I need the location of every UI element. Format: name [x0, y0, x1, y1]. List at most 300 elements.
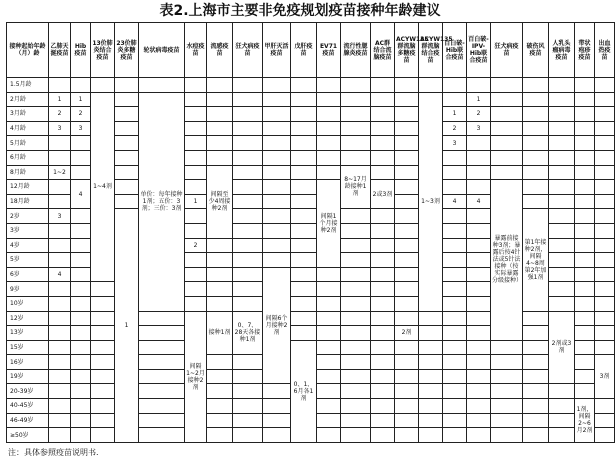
table-cell	[575, 150, 595, 165]
table-cell: 3	[467, 121, 491, 136]
header-cell: 流行性腮腺炎疫苗	[341, 23, 371, 78]
table-cell	[595, 296, 615, 311]
table-cell	[185, 150, 207, 165]
table-cell: 3	[443, 136, 467, 151]
table-cell	[491, 165, 523, 180]
table-cell: 1	[115, 209, 139, 443]
vaccine-table	[6, 22, 615, 443]
table-cell	[115, 121, 139, 136]
table-cell	[291, 209, 317, 224]
table-cell	[233, 194, 263, 209]
table-cell	[91, 296, 115, 311]
table-cell	[595, 282, 615, 297]
table-cell	[523, 107, 549, 122]
table-cell	[575, 384, 595, 399]
header-cell: EV71疫苗	[317, 23, 341, 78]
table-cell	[595, 311, 615, 326]
table-cell	[71, 355, 91, 370]
table-cell	[317, 92, 341, 107]
table-cell	[395, 121, 419, 136]
table-cell	[91, 369, 115, 384]
table-cell	[185, 107, 207, 122]
table-cell	[395, 384, 419, 399]
table-cell	[371, 311, 395, 326]
table-cell	[575, 209, 595, 224]
header-cell: 百白破-IPV-Hib联合疫苗	[467, 23, 491, 78]
table-cell	[443, 399, 467, 414]
table-cell	[341, 253, 371, 268]
table-cell: 1~4剂	[91, 92, 115, 282]
table-cell	[341, 136, 371, 151]
table-cell	[207, 238, 233, 253]
table-cell: 3	[49, 121, 71, 136]
table-cell	[395, 399, 419, 414]
table-cell	[139, 428, 185, 443]
table-cell	[263, 223, 291, 238]
table-cell	[263, 78, 291, 93]
table-cell: 接种1剂	[207, 311, 233, 355]
table-cell: 3剂	[595, 355, 615, 399]
table-cell: 2	[443, 121, 467, 136]
table-cell	[263, 194, 291, 209]
table-cell	[595, 223, 615, 238]
table-cell	[341, 340, 371, 355]
table-cell	[419, 369, 443, 384]
table-cell	[317, 326, 341, 341]
table-cell	[549, 194, 575, 209]
table-cell	[263, 413, 291, 428]
table-cell: 4	[71, 180, 91, 209]
table-cell	[207, 136, 233, 151]
table-cell	[549, 282, 575, 297]
table-cell	[371, 121, 395, 136]
table-cell	[523, 165, 549, 180]
table-cell	[71, 223, 91, 238]
age-label: 13岁	[7, 326, 49, 341]
table-cell	[371, 340, 395, 355]
table-cell	[91, 282, 115, 297]
table-cell	[291, 180, 317, 195]
table-cell	[233, 355, 263, 370]
table-cell	[575, 369, 595, 384]
table-cell	[595, 136, 615, 151]
table-cell	[91, 428, 115, 443]
table-cell	[595, 165, 615, 180]
table-cell	[139, 369, 185, 384]
table-cell	[395, 194, 419, 209]
table-cell	[575, 253, 595, 268]
table-cell	[91, 384, 115, 399]
table-cell	[395, 209, 419, 224]
table-cell	[139, 78, 185, 93]
table-cell	[291, 165, 317, 180]
table-cell	[49, 238, 71, 253]
header-cell: 破伤风疫苗	[523, 23, 549, 78]
table-cell	[575, 340, 595, 355]
table-cell	[49, 311, 71, 326]
table-cell	[71, 296, 91, 311]
table-cell	[549, 92, 575, 107]
table-cell	[207, 355, 233, 370]
table-cell	[371, 253, 395, 268]
table-cell: 1~3剂	[419, 92, 443, 311]
table-cell	[575, 165, 595, 180]
table-cell	[575, 355, 595, 370]
table-cell	[115, 180, 139, 195]
table-cell	[207, 267, 233, 282]
table-cell	[207, 92, 233, 107]
table-cell	[491, 121, 523, 136]
table-cell	[395, 78, 419, 93]
table-cell	[443, 326, 467, 341]
age-label: 1.5月龄	[7, 78, 49, 93]
table-cell	[233, 369, 263, 384]
table-cell	[549, 209, 575, 224]
table-cell: 2	[467, 107, 491, 122]
table-cell	[139, 311, 185, 326]
header-cell: 出血热疫苗	[595, 23, 615, 78]
table-cell	[233, 428, 263, 443]
age-label: 5月龄	[7, 136, 49, 151]
table-cell	[419, 326, 443, 341]
table-cell	[233, 92, 263, 107]
table-cell	[395, 136, 419, 151]
age-label: 15岁	[7, 340, 49, 355]
table-cell	[341, 326, 371, 341]
table-cell	[207, 253, 233, 268]
table-cell	[263, 428, 291, 443]
age-label: 46-49岁	[7, 413, 49, 428]
age-label: 3岁	[7, 223, 49, 238]
table-cell	[91, 78, 115, 93]
table-cell	[443, 150, 467, 165]
table-cell	[233, 107, 263, 122]
table-cell: 0、1、6月各1剂	[291, 340, 317, 442]
table-cell	[185, 223, 207, 238]
table-cell	[317, 150, 341, 165]
table-cell: 2	[71, 107, 91, 122]
table-cell	[371, 92, 395, 107]
table-cell	[71, 413, 91, 428]
table-cell	[467, 209, 491, 224]
table-cell	[575, 267, 595, 282]
table-cell	[395, 428, 419, 443]
table-cell	[207, 121, 233, 136]
table-cell	[595, 107, 615, 122]
table-cell	[371, 223, 395, 238]
table-cell	[575, 92, 595, 107]
table-cell	[185, 296, 207, 311]
table-cell	[467, 413, 491, 428]
table-cell	[341, 282, 371, 297]
table-cell	[467, 150, 491, 165]
table-cell	[233, 78, 263, 93]
table-cell	[291, 78, 317, 93]
header-cell: 戊肝疫苗	[291, 23, 317, 78]
table-cell	[263, 165, 291, 180]
table-cell	[317, 165, 341, 180]
age-label: 5岁	[7, 253, 49, 268]
table-cell	[207, 384, 233, 399]
table-cell	[523, 311, 549, 326]
table-cell: 1	[467, 92, 491, 107]
age-label: 19岁	[7, 369, 49, 384]
table-cell	[139, 384, 185, 399]
table-cell	[317, 369, 341, 384]
table-cell	[263, 180, 291, 195]
age-label: 4岁	[7, 238, 49, 253]
table-cell	[291, 194, 317, 209]
table-cell: 4	[467, 194, 491, 209]
table-cell	[419, 399, 443, 414]
table-cell	[523, 428, 549, 443]
header-cell: 23价肺炎多糖疫苗	[115, 23, 139, 78]
table-cell: 1剂，间隔2~6月2剂	[575, 399, 595, 443]
table-cell	[71, 399, 91, 414]
table-cell	[523, 194, 549, 209]
table-cell	[185, 282, 207, 297]
table-row	[7, 92, 615, 107]
table-cell	[263, 92, 291, 107]
table-cell	[233, 136, 263, 151]
table-cell	[263, 107, 291, 122]
table-cell	[71, 340, 91, 355]
table-cell	[371, 369, 395, 384]
age-label: 4月龄	[7, 121, 49, 136]
table-cell	[549, 121, 575, 136]
table-cell	[395, 180, 419, 195]
table-cell	[575, 136, 595, 151]
table-cell: 0、7、28天各接种1剂	[233, 311, 263, 355]
table-cell	[317, 413, 341, 428]
table-cell	[371, 165, 395, 180]
table-cell: 2剂或3剂	[549, 311, 575, 384]
table-cell	[549, 267, 575, 282]
table-cell	[49, 384, 71, 399]
table-cell	[49, 78, 71, 93]
table-cell	[233, 384, 263, 399]
table-cell	[71, 384, 91, 399]
table-row	[7, 311, 615, 326]
table-cell	[341, 399, 371, 414]
table-cell	[71, 238, 91, 253]
table-cell	[443, 428, 467, 443]
table-cell	[549, 296, 575, 311]
table-cell	[491, 92, 523, 107]
table-cell	[49, 150, 71, 165]
table-cell	[595, 253, 615, 268]
age-label: 12月龄	[7, 180, 49, 195]
table-cell	[491, 428, 523, 443]
table-cell	[317, 296, 341, 311]
table-cell	[575, 107, 595, 122]
table-cell	[291, 150, 317, 165]
table-row	[7, 78, 615, 93]
table-cell	[71, 428, 91, 443]
table-cell	[233, 223, 263, 238]
table-body	[7, 78, 615, 443]
table-cell	[523, 180, 549, 195]
table-cell	[595, 326, 615, 341]
table-cell	[467, 355, 491, 370]
table-cell	[317, 107, 341, 122]
table-cell	[595, 428, 615, 443]
table-cell	[443, 209, 467, 224]
header-cell: 人乳头瘤病毒疫苗	[549, 23, 575, 78]
table-cell	[523, 78, 549, 93]
table-cell: 3	[71, 121, 91, 136]
table-cell	[395, 150, 419, 165]
header-cell: Hib疫苗	[71, 23, 91, 78]
table-cell	[467, 165, 491, 180]
table-cell	[443, 223, 467, 238]
table-cell	[575, 78, 595, 93]
header-cell: ACYW135群流脑多糖疫苗	[395, 23, 419, 78]
table-cell	[91, 326, 115, 341]
table-cell	[549, 238, 575, 253]
table-cell	[467, 326, 491, 341]
age-label: 16岁	[7, 355, 49, 370]
table-cell	[185, 253, 207, 268]
table-cell	[443, 369, 467, 384]
table-cell	[139, 413, 185, 428]
table-cell	[419, 428, 443, 443]
table-cell	[443, 78, 467, 93]
table-cell	[467, 180, 491, 195]
header-row	[7, 23, 615, 78]
header-cell: 水痘疫苗	[185, 23, 207, 78]
table-cell	[443, 238, 467, 253]
table-cell: 4	[443, 194, 467, 209]
table-cell: 1	[185, 194, 207, 209]
table-cell	[467, 428, 491, 443]
table-cell	[115, 107, 139, 122]
table-cell	[467, 238, 491, 253]
table-cell: 8~17月龄接种1剂	[341, 165, 371, 209]
table-cell: 2剂	[395, 326, 419, 341]
age-label: 18月龄	[7, 194, 49, 209]
table-cell	[263, 209, 291, 224]
table-cell	[575, 296, 595, 311]
table-cell	[71, 282, 91, 297]
table-cell	[549, 78, 575, 93]
table-cell	[49, 180, 71, 195]
table-cell	[467, 384, 491, 399]
table-cell	[139, 399, 185, 414]
table-cell	[317, 78, 341, 93]
table-cell	[341, 296, 371, 311]
table-cell	[443, 253, 467, 268]
table-cell	[575, 223, 595, 238]
table-cell	[491, 355, 523, 370]
table-cell	[595, 150, 615, 165]
table-cell: 1	[49, 92, 71, 107]
table-cell	[595, 413, 615, 428]
table-cell	[443, 165, 467, 180]
table-cell	[575, 326, 595, 341]
table-cell	[467, 267, 491, 282]
table-cell	[575, 311, 595, 326]
table-cell: 4	[49, 267, 71, 282]
table-cell	[115, 92, 139, 107]
table-cell	[467, 136, 491, 151]
table-cell	[371, 399, 395, 414]
table-cell	[263, 150, 291, 165]
table-cell	[263, 136, 291, 151]
table-cell	[595, 194, 615, 209]
table-cell	[291, 311, 317, 326]
table-title: 表2.上海市主要非免疫规划疫苗接种年龄建议	[159, 3, 441, 19]
table-cell	[263, 121, 291, 136]
table-cell	[207, 399, 233, 414]
table-cell	[575, 238, 595, 253]
table-cell	[207, 428, 233, 443]
table-cell	[317, 311, 341, 326]
table-cell	[443, 384, 467, 399]
table-cell	[523, 92, 549, 107]
age-label: 20-39岁	[7, 384, 49, 399]
table-cell	[549, 180, 575, 195]
header-cell: 狂犬病疫苗	[491, 23, 523, 78]
table-cell	[575, 282, 595, 297]
table-cell	[575, 121, 595, 136]
table-cell	[49, 355, 71, 370]
table-cell	[185, 180, 207, 195]
table-cell	[491, 78, 523, 93]
table-cell	[49, 369, 71, 384]
table-cell	[371, 413, 395, 428]
table-cell	[371, 136, 395, 151]
table-cell	[395, 369, 419, 384]
table-cell	[549, 384, 575, 399]
table-cell	[467, 340, 491, 355]
table-cell	[341, 78, 371, 93]
table-cell	[233, 180, 263, 195]
table-cell	[595, 267, 615, 282]
table-cell	[233, 253, 263, 268]
table-cell	[49, 253, 71, 268]
table-cell	[443, 180, 467, 195]
header-cell: ACYW135群流脑结合疫苗	[419, 23, 443, 78]
table-cell	[443, 267, 467, 282]
table-cell	[419, 311, 443, 326]
table-cell	[395, 296, 419, 311]
table-cell	[317, 428, 341, 443]
age-label: 8月龄	[7, 165, 49, 180]
table-cell	[467, 296, 491, 311]
table-cell	[467, 311, 491, 326]
table-cell	[71, 136, 91, 151]
age-label: 6月龄	[7, 150, 49, 165]
table-cell	[71, 209, 91, 224]
table-cell	[291, 326, 317, 341]
table-cell: 间隔1个月接种2剂	[317, 180, 341, 268]
table-cell	[523, 326, 549, 341]
table-cell	[371, 238, 395, 253]
table-cell: 间隔至少4周接种2剂	[207, 165, 233, 238]
table-cell	[291, 238, 317, 253]
table-cell	[317, 136, 341, 151]
table-cell	[341, 355, 371, 370]
header-cell: 百白破-Hib联合疫苗	[443, 23, 467, 78]
table-cell	[263, 384, 291, 399]
age-label: 10岁	[7, 296, 49, 311]
table-cell: 暴露前接种3剂；暴露后按4针法或5针法接种（按实际暴露分级接种）	[491, 180, 523, 341]
table-cell: 1	[443, 107, 467, 122]
table-cell	[49, 194, 71, 209]
table-cell	[207, 369, 233, 384]
table-cell	[115, 136, 139, 151]
